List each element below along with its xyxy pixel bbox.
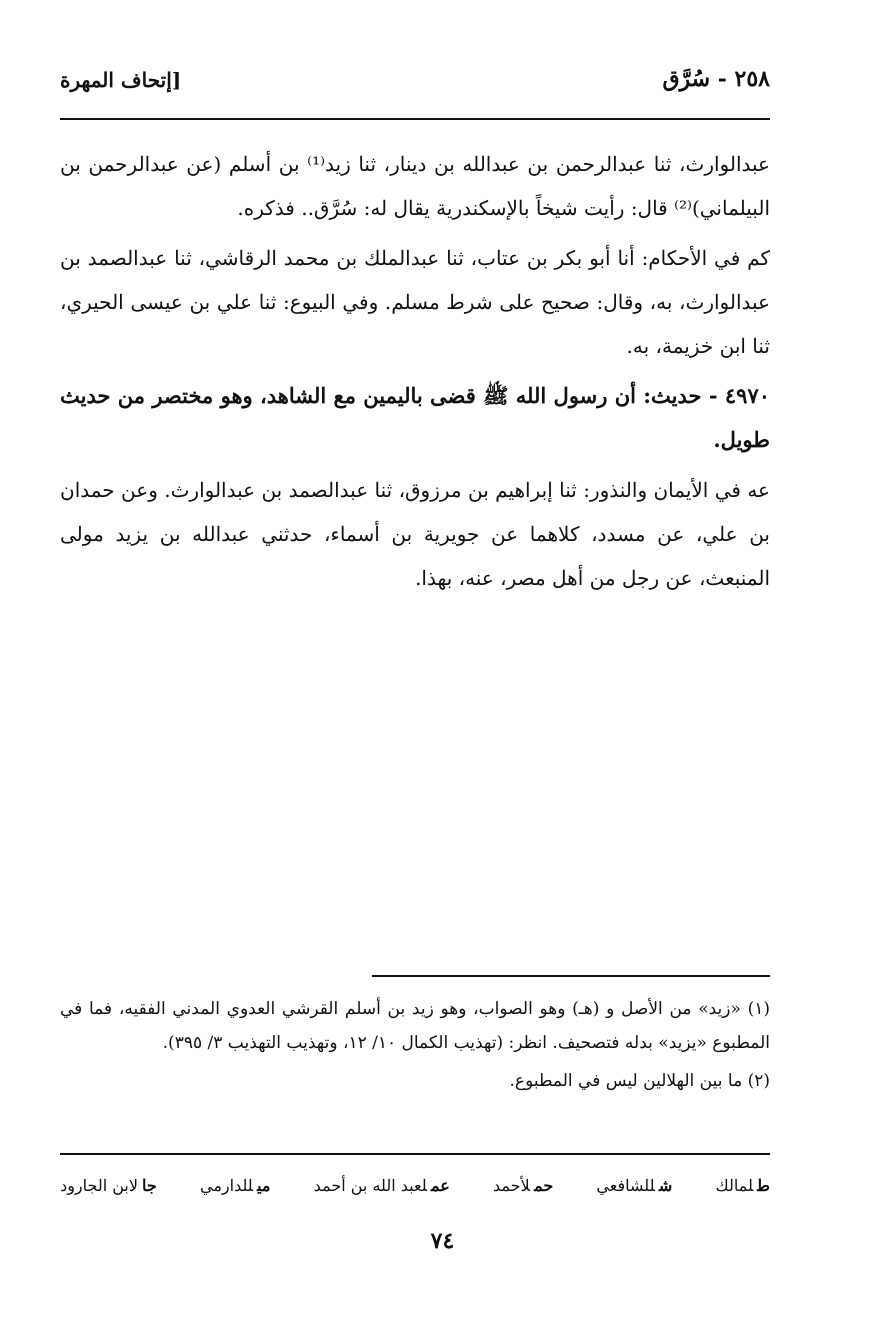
page-header <box>60 62 770 106</box>
paragraph-1: عبدالوارث، ثنا عبدالرحمن بن عبدالله بن دينار، ثنا زيد⁽¹⁾ بن أسلم (عن عبدالرحمن بن البيلماني)⁽²⁾ قال: رأيت شيخاً بالإسكندرية يقال له: سُرَّق.. فذكره. <box>60 152 770 220</box>
page-number: ٧٤ <box>430 1228 455 1254</box>
abbreviation-key <box>60 1170 770 1200</box>
footnote-2: (٢) ما بين الهلالين ليس في المطبوع. <box>509 1071 770 1091</box>
hadith-text: - حديث: أن رسول الله ﷺ قضى باليمين مع الشاهد، وهو مختصر من حديث طويل. <box>60 383 770 452</box>
footnote-divider <box>372 975 770 977</box>
section-title: ٢٥٨ - سُرَّق <box>662 66 770 92</box>
key-item-darimi: ميللدارمي <box>199 1175 271 1195</box>
hadith-number: ٤٩٧٠ <box>724 383 771 408</box>
paragraph-2: كم في الأحكام: أنا أبو بكر بن عتاب، ثنا عبدالملك بن محمد الرقاشي، ثنا عبدالصمد بن عبدالوارث، به، وقال: صحيح على شرط مسلم. وفي البيوع: ثنا علي بن عيسى الحيري، ثنا ابن خزيمة، به. <box>60 246 770 358</box>
key-item-jarud: جالابن الجارود <box>60 1175 157 1195</box>
header-divider <box>60 118 770 120</box>
main-text <box>60 142 770 606</box>
hadith-entry <box>60 374 770 462</box>
book-title: [إتحاف المهرة <box>60 68 182 92</box>
footnote-1: (١) «زيد» من الأصل و (هـ) وهو الصواب، وهو زيد بن أسلم القرشي العدوي المدني الفقيه، فما في المطبوع «يزيد» بدله فتصحيف. انظر: (تهذيب الكمال ١٠/ ١٢، وتهذيب التهذيب ٣/ ٣٩٥). <box>60 999 770 1053</box>
key-item-malik: طلمالك <box>715 1175 770 1195</box>
key-item-abdullah: عملعبد الله بن أحمد <box>313 1175 450 1195</box>
key-item-shafii: شللشافعي <box>596 1175 673 1195</box>
footnotes <box>60 992 770 1102</box>
key-divider <box>60 1153 770 1155</box>
paragraph-3: عه في الأيمان والنذور: ثنا إبراهيم بن مرزوق، ثنا عبدالصمد بن عبدالوارث. وعن حمدان بن علي، عن مسدد، كلاهما عن جويرية بن أسماء، حدثني عبدالله بن يزيد مولى المنبعث، عن رجل من أهل مصر، عنه، بهذا. <box>60 478 770 590</box>
key-item-ahmad: حملأحمد <box>492 1175 554 1195</box>
